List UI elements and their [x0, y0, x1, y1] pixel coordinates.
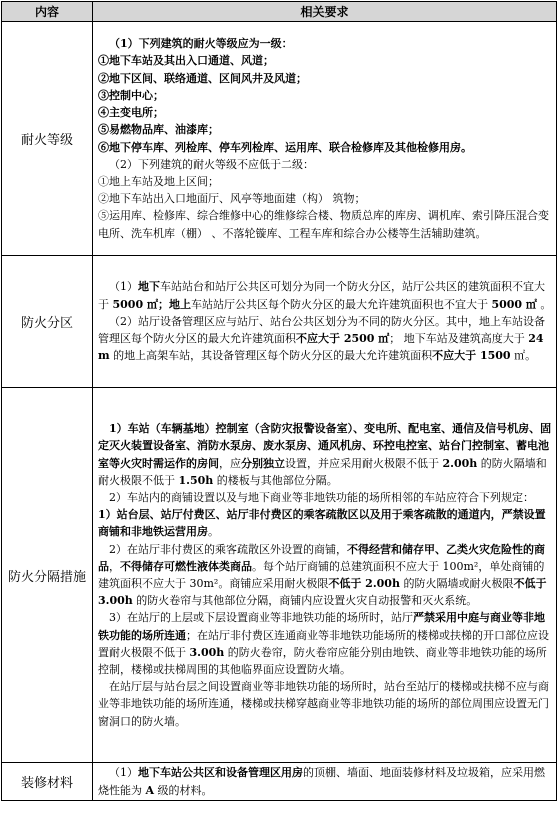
requirement-paragraph [98, 313, 552, 365]
requirement-text: 的顶棚、墙面、地面装修材料及垃圾箱，应采用燃烧性能为 [98, 766, 545, 797]
requirement-paragraph: ①地上车站及地上区间； [98, 174, 219, 188]
requirement-paragraph [98, 678, 552, 730]
requirement-text: 级的材料。 [154, 783, 213, 797]
requirement-text: 的地上高架车站，其设备管理区每个防火分区的最大允许建筑面积 [109, 349, 433, 363]
requirement-paragraph [98, 541, 552, 610]
requirement-text: 不低于 3.00h [98, 577, 547, 608]
requirement-text: 的楼板与其他部位分隔。 [213, 473, 338, 487]
requirement-text: 的防火卷帘，防火卷帘应能分别由地铁、商业等非地铁功能的场所控制，楼梯或扶梯周围的其他临界面应设置防火墙。 [98, 645, 547, 677]
requirement-text: 5000 ㎡ [491, 297, 537, 311]
category-cell: 防火分区 [2, 256, 93, 388]
header-requirements: 相关要求 [93, 2, 557, 22]
requirement-text: 的防火隔墙或耐火极限 [399, 577, 514, 590]
requirements-cell [93, 256, 557, 388]
requirement-text: 的防火卷帘与其他部位分隔，商铺内应设置火灾自动报警和灭火系统。 [132, 594, 478, 608]
requirement-text: 3.00h [189, 645, 225, 659]
requirement-text: 2）车站内的商铺设置以及与地下商业等非地铁功能的场所相邻的车站应符合下列规定： [109, 490, 534, 504]
requirement-paragraph: ⑥地下停车库、列检库、停车列检库、运用库、联合检修库及其他检修用房。 [98, 140, 472, 154]
requirement-text: 分别独立 [241, 456, 285, 470]
requirement-paragraph: （1）下列建筑的耐火等级应为一级： [109, 37, 293, 51]
requirement-paragraph [98, 506, 552, 540]
requirement-text: 不得经营和储存甲、乙类火灾危险性的商品 [98, 542, 545, 573]
requirement-text: 严禁采用中庭与商业等非地铁功能的场所连通 [98, 611, 545, 642]
requirement-text: 的防火隔墙和耐火极限不低于 [98, 456, 547, 487]
requirement-paragraph [98, 764, 552, 798]
requirement-paragraph: ⑤运用库、检修库、综合维修中心的维修综合楼、物质总库的库房、调机库、索引降压混合变电所、洗车机库（棚） 、不落轮镟库、工程车库和综合办公楼等生活辅助建筑。 [98, 209, 549, 240]
requirement-text: 2）在站厅非付费区的乘客疏散区外设置的商铺， [109, 542, 347, 556]
requirement-paragraph: ⑤易燃物品库、油漆库； [98, 123, 219, 137]
requirement-text: ； 地下车站及建筑高度大于 [389, 332, 529, 346]
requirement-text: 不应大于 1500 [432, 349, 511, 363]
category-cell: 耐火等级 [2, 22, 93, 256]
requirement-paragraph: ③控制中心； [98, 88, 164, 102]
requirement-text: 严禁设置商铺和非地铁运营用房 [98, 508, 546, 539]
requirement-text: 1）车站（车辆基地）控制室（含防灾报警设备室）、变电所、配电室、通信及信号机房、固定灭火装置设备室、消防水泵房、废水泵房、通风机房、环控电控室、站台门控制室、蓄电池室等火灾时需运作的房间 [98, 422, 552, 470]
requirements-cell [93, 22, 557, 256]
requirement-text: 设置，并应采用耐火极限不低于 [285, 456, 443, 470]
requirement-text: 不低于 2.00h [328, 577, 400, 590]
requirement-text: 1.50h [178, 473, 214, 487]
requirement-text: 地下车站公共区和设备管理区用房 [138, 766, 303, 780]
requirement-text: 。 [536, 297, 552, 311]
requirement-text: 车站站厅公共区每个防火分区的最大允许建筑面积也不宜大于 [190, 297, 492, 311]
requirement-text: A [145, 783, 155, 797]
requirement-paragraph: ④主变电所； [98, 106, 164, 120]
row-decoration-materials [2, 763, 557, 801]
header-row [2, 2, 557, 22]
requirements-table [1, 1, 557, 801]
requirement-text: 1）站台层、站厅付费区、站厅非付费区的乘客疏散区以及用于乘客疏散的通道内， [98, 508, 502, 522]
requirement-text: 5000 ㎡；地上 [112, 297, 191, 311]
row-fire-compartment [2, 256, 557, 388]
requirement-paragraph [98, 420, 552, 489]
requirement-paragraph: ①地下车站及其出入口通道、风道； [98, 54, 274, 68]
requirement-text: ，应 [219, 456, 241, 470]
requirement-text: （1） [109, 280, 138, 294]
category-cell: 装修材料 [2, 763, 93, 801]
requirement-paragraph: （2）下列建筑的耐火等级不应低于二级： [109, 157, 314, 171]
category-cell: 防火分隔措施 [2, 388, 93, 763]
requirement-text: 24m [98, 332, 544, 363]
requirement-text: ， [109, 559, 120, 573]
requirement-text: 2.00h [442, 456, 478, 470]
requirement-text: 3）在站厅的上层或下层设置商业等非地铁功能的场所时，站厅 [109, 611, 413, 625]
row-fire-resistance [2, 22, 557, 256]
requirement-text: 。每个站厅商铺的总建筑面积不应大于 100m²，单处商铺的建筑面积不应大于 30m²。商铺应采用耐火极限 [98, 559, 545, 590]
requirement-text: ；在站厅非付费区连通商业等非地铁功能场所的楼梯或扶梯的开口部位应设置耐火极限不低于 [98, 628, 549, 659]
requirements-cell [93, 388, 557, 763]
requirement-text: 地下 [138, 280, 160, 294]
requirement-text: （1） [109, 766, 138, 780]
requirements-cell [93, 763, 557, 801]
requirement-paragraph [98, 489, 552, 506]
header-content: 内容 [2, 2, 93, 22]
requirement-paragraph [98, 278, 552, 312]
requirement-paragraph [98, 609, 552, 678]
requirement-text: 不应大于 2500 ㎡ [296, 332, 390, 346]
requirement-paragraph: ②地下区间、联络通道、区间风井及风道； [98, 71, 307, 85]
requirement-text: 在站厅层与站台层之间设置商业等非地铁功能的场所时，站台至站厅的楼梯或扶梯不应与商业等非地铁功能的场所连通，楼梯或扶梯穿越商业等非地铁功能的场所的部位周围应设置无门窗洞口的防火墙。 [98, 680, 549, 728]
requirement-text: ㎡。 [510, 349, 537, 363]
requirement-text: 。 [208, 525, 219, 539]
requirement-text: 不得储存可燃性液体类商品 [120, 559, 252, 573]
row-fire-separation [2, 388, 557, 763]
requirement-paragraph: ②地下车站出入口地面厅、风亭等地面建（构） 筑物； [98, 192, 366, 206]
requirement-text: （2）站厅设备管理区应与站厅、站台公共区划分为不同的防火分区。其中，地上车站设备管理区每个防火分区的最大允许建筑面积 [98, 314, 545, 346]
requirement-text: 车站站台和站厅公共区可划分为同一个防火分区，站厅公共区的建筑面积不宜大于 [98, 280, 545, 311]
